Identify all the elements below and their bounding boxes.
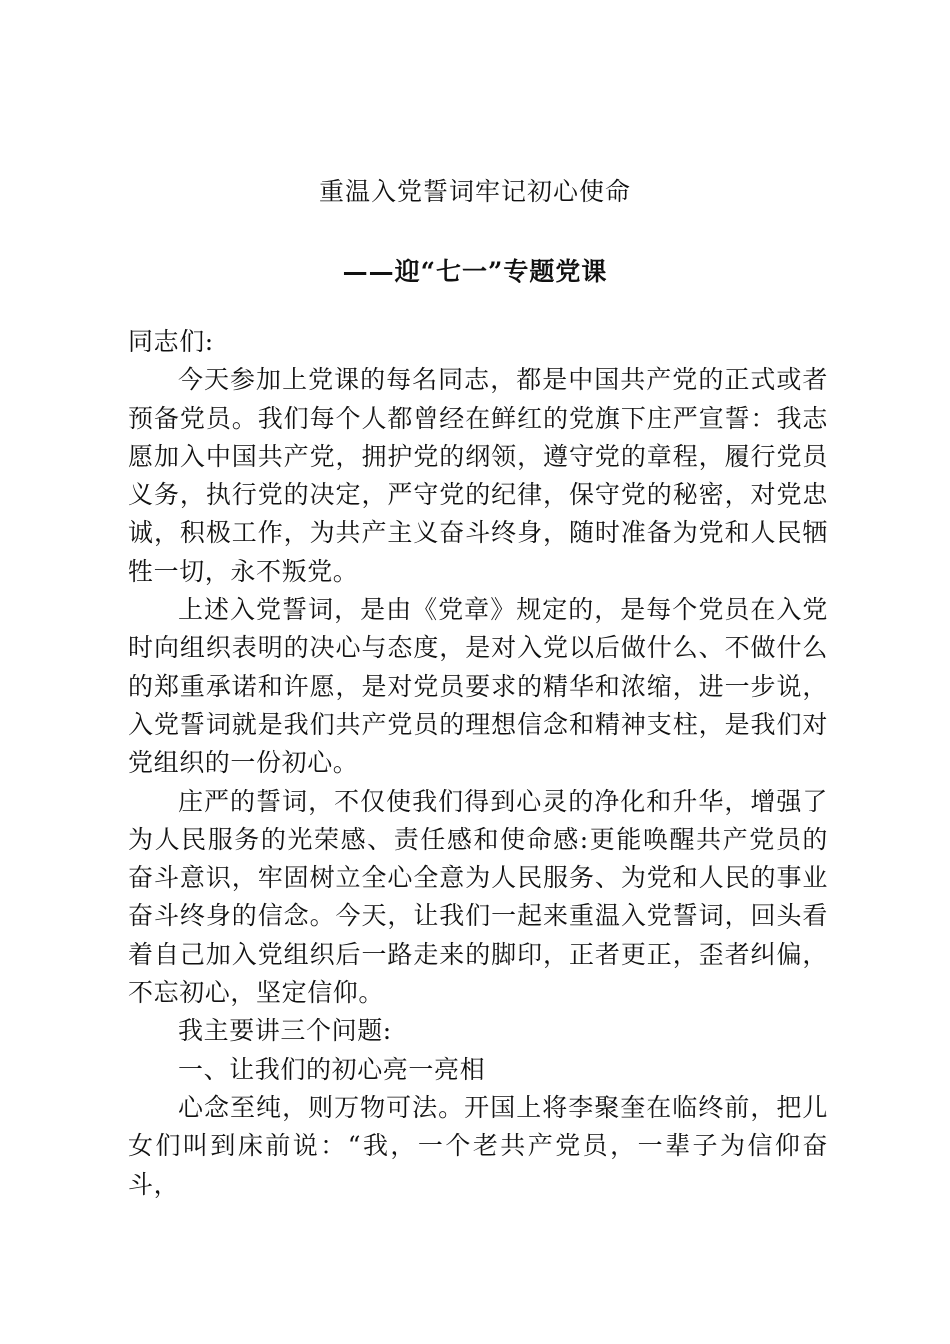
section-heading-1: 一、让我们的初心亮一亮相 xyxy=(178,1054,486,1084)
paragraph-solemn-oath: 庄严的誓词，不仅使我们得到心灵的净化和升华，增强了为人民服务的光荣感、责任感和使命感:更能唤醒共产党员的奋斗意识，牢固树立全心全意为人民服务、为党和人民的事业奋斗终身的信念。今天，让我们一起来重温入党誓词，回头看着自己加入党组织后一路走来的脚印，正者更正，歪者纠偏，不忘初心，坚定信仰。 xyxy=(128,786,828,1008)
greeting: 同志们: xyxy=(128,327,214,356)
document-body xyxy=(128,323,828,1204)
paragraph-oath: 今天参加上党课的每名同志，都是中国共产党的正式或者预备党员。我们每个人都曾经在鲜红的党旗下庄严宣誓：我志愿加入中国共产党，拥护党的纲领，遵守党的章程，履行党员义务，执行党的决定，严守党的纪律，保守党的秘密，对党忠诚，积极工作，为共产主义奋斗终身，随时准备为党和人民牺牲一切，永不叛党。 xyxy=(128,365,828,586)
paragraph-oath-meaning: 上述入党誓词，是由《党章》规定的，是每个党员在入党时向组织表明的决心与态度，是对入党以后做什么、不做什么的郑重承诺和许愿，是对党员要求的精华和浓缩，进一步说，入党誓词就是我们共产党员的理想信念和精神支柱，是我们对党组织的一份初心。 xyxy=(128,595,828,778)
paragraph-li-jukui: 心念至纯，则万物可法。开国上将李聚奎在临终前，把儿女们叫到床前说：“我，一个老共产党员，一辈子为信仰奋斗， xyxy=(128,1092,828,1199)
document-title: 重温入党誓词牢记初心使命 xyxy=(318,177,631,206)
paragraph-three-issues: 我主要讲三个问题: xyxy=(178,1016,392,1046)
document-subtitle: ——迎“七一”专题党课 xyxy=(342,257,608,286)
